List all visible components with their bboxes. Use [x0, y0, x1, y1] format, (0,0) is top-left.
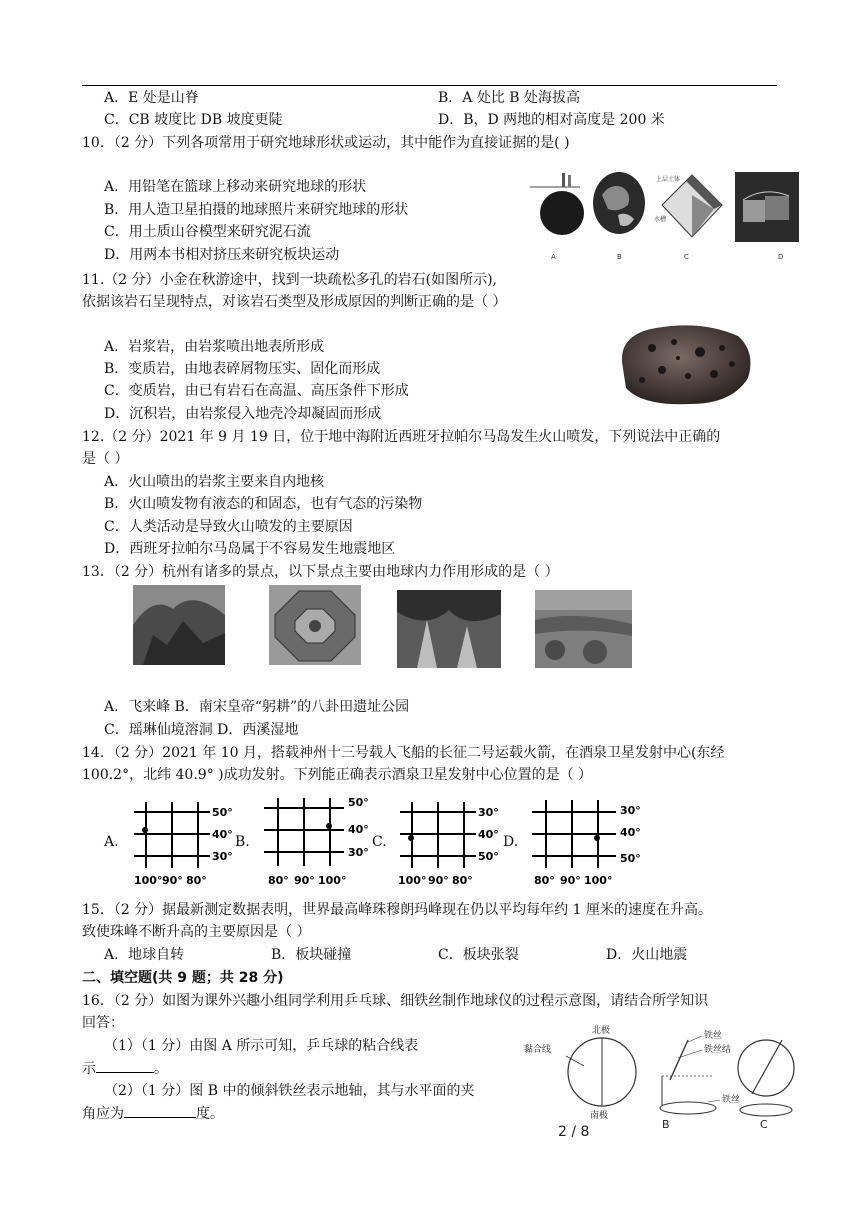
q14-grid-b-lat-2: 30° [348, 846, 369, 859]
q13-photo-d [535, 590, 632, 668]
q10-figure-c [652, 165, 730, 247]
q14-grid-d-lon-1: 90° [560, 874, 581, 887]
q16-blank-1[interactable] [96, 1058, 154, 1073]
q14-grid-d-lat-0: 30° [620, 804, 641, 817]
q15-option-c: C．板块张裂 [438, 947, 519, 963]
q14-grid-d-lat-2: 50° [620, 852, 641, 865]
q14-grid-d-lon-0: 80° [534, 874, 555, 887]
q14-stem-line1: 14．（2 分）2021 年 10 月，搭载神州十三号载人飞船的长征二号运载火箭，在酒泉卫星发射中心(东经 [82, 745, 725, 761]
q14-grid-c-lon-2: 80° [452, 874, 473, 887]
q14-grid-a-lon-1: 90° [162, 874, 183, 887]
q14-grid-a-lon-0: 100° [134, 874, 163, 887]
q14-grid-d-lon-2: 100° [584, 874, 613, 887]
q16-part1-line1: （1）（1 分）由图 A 所示可知，乒乓球的粘合线表 [104, 1038, 419, 1054]
q14-grid-b-lat-0: 50° [348, 796, 369, 809]
svg-text:水槽: 水槽 [654, 216, 667, 223]
q14-grid-d-point [594, 835, 600, 841]
q12-option-a: A．火山喷出的岩浆主要来自内地核 [104, 474, 325, 490]
q10-caption-a: A [551, 253, 556, 261]
q14-stem-line2: 100.2°，北纬 40.9° )成功发射。下列能正确表示酒泉卫星发射中心位置的是（ ） [82, 767, 593, 783]
q14-grid-c-lat-0: 30° [478, 806, 499, 819]
q12-option-b: B．火山喷发物有液态的和固态，也有气态的污染物 [104, 496, 423, 512]
q11-option-d: D．沉积岩，由岩浆侵入地壳冷却凝固而形成 [104, 406, 382, 422]
q10-option-c: C．用土质山谷模型来研究泥石流 [104, 224, 311, 240]
q10-option-d: D．用两本书相对挤压来研究板块运动 [104, 247, 340, 263]
q16-globe-figure [512, 1022, 802, 1130]
q11-option-b: B．变质岩，由地表碎屑物压实、固化而形成 [104, 361, 381, 377]
q12-option-d: D．西班牙拉帕尔马岛属于不容易发生地震地区 [104, 541, 396, 557]
q12-stem-line2: 是（ ） [82, 451, 129, 467]
q14-grid-c-point [408, 835, 414, 841]
q16-fig-north: 北极 [592, 1026, 611, 1036]
q14-grid-c-lon-0: 100° [398, 874, 427, 887]
q16-fig-seam: 黏合线 [524, 1045, 552, 1055]
q9-option-d: D．B，D 两地的相对高度是 200 米 [438, 112, 665, 128]
q14-grid-b-lon-0: 80° [268, 874, 289, 887]
q16-part2-line2: 角应为 度。 [82, 1103, 224, 1124]
q13-photo-b [269, 585, 361, 665]
q10-caption-b: B [617, 253, 622, 261]
q16-blank-2[interactable] [124, 1103, 196, 1118]
q10-option-b: B．用人造卫星拍摄的地球照片来研究地球的形状 [104, 202, 409, 218]
q16-fig-b-wire [670, 1040, 688, 1080]
q14-option-b-label: B. [235, 834, 250, 850]
q14-grid-a-lat-0: 50° [212, 806, 233, 819]
q15-option-d: D．火山地震 [606, 947, 688, 963]
q11-option-c: C．变质岩，由已有岩石在高温、高压条件下形成 [104, 383, 409, 399]
q15-stem-line2: 致使珠峰不断升高的主要原因是（ ） [82, 924, 311, 940]
q14-grid-c-lat-1: 40° [478, 828, 499, 841]
q14-grid-b-point [326, 823, 332, 829]
q16-part1-line2: 示 。 [82, 1058, 168, 1079]
q14-grid-a-point [142, 827, 148, 833]
q12-option-c: C．人类活动是导致火山喷发的主要原因 [104, 519, 353, 535]
q14-option-d-label: D. [503, 834, 519, 850]
q14-grid-d-lat-1: 40° [620, 826, 641, 839]
q11-stem-line1: 11.（2 分）小金在秋游途中，找到一块疏松多孔的岩石(如图所示), [82, 272, 497, 288]
q13-stem: 13．（2 分）杭州有诸多的景点，以下景点主要由地球内力作用形成的是（ ） [82, 564, 559, 580]
q16-fig-label-c: C [760, 1118, 768, 1130]
q10-figure-d [735, 172, 799, 242]
q11-option-a: A．岩浆岩，由岩浆喷出地表所形成 [104, 339, 325, 355]
q14-option-a-label: A. [104, 834, 119, 850]
q13-photo-c [397, 590, 501, 668]
q10-caption-c: C [684, 253, 689, 261]
q14-grid-b-lat-1: 40° [348, 823, 369, 836]
q16-stem-line1: 16．（2 分）如图为课外兴趣小组同学利用乒乓球、细铁丝制作地球仪的过程示意图，请结合所学知识 [82, 993, 709, 1009]
q16-fig-south: 南极 [590, 1111, 609, 1121]
q11-stem-line2: 依据该岩石呈现特点，对该岩石类型及形成原因的判断正确的是（ ） [82, 294, 507, 310]
q14-grid-c-lat-2: 50° [478, 850, 499, 863]
q11-rock-photo [612, 318, 758, 410]
q12-stem-line1: 12.（2 分）2021 年 9 月 19 日，位于地中海附近西班牙拉帕尔马岛发生火山喷发，下列说法中正确的 [82, 429, 721, 445]
q14-grid-b-lon-1: 90° [294, 874, 315, 887]
header-rule [82, 85, 777, 86]
q14-grid-a-lat-2: 30° [212, 850, 233, 863]
q14-grid-a-lon-2: 80° [186, 874, 207, 887]
q16-fig-wire: 铁丝 [704, 1031, 723, 1041]
page-number: 2 / 8 [558, 1124, 590, 1140]
svg-text:上层土体: 上层土体 [656, 176, 681, 183]
q16-fig-b-base [660, 1102, 716, 1114]
q14-grid-c-lon-1: 90° [428, 874, 449, 887]
q14-grid-c [394, 796, 504, 888]
q15-option-a: A．地球自转 [104, 947, 185, 963]
q14-grid-a-lat-1: 40° [212, 828, 233, 841]
q10-figure-a [522, 165, 584, 247]
q16-fig-knot: 铁丝结 [704, 1045, 732, 1055]
q10-caption-d: D [778, 253, 784, 261]
q9-option-b: B．A 处比 B 处海拔高 [438, 90, 581, 106]
q15-stem-line1: 15．（2 分）据最新测定数据表明，世界最高峰珠穆朗玛峰现在仍以平均每年约 1 厘米的速度在升高。 [82, 902, 712, 918]
q14-grid-b [258, 796, 370, 888]
q10-stem: 10．（2 分）下列各项常用于研究地球形状或运动，其中能作为直接证据的是( ) [82, 135, 570, 151]
q16-fig-wire2: 铁丝 [722, 1095, 741, 1105]
q14-grid-d [526, 796, 648, 888]
section-heading-fill-in: 二、填空题(共 9 题；共 28 分) [82, 970, 284, 986]
q14-option-c-label: C. [372, 834, 387, 850]
q9-option-a: A．E 处是山脊 [104, 90, 199, 106]
q13-options-ab: A．飞来峰 B．南宋皇帝“躬耕”的八卦田遗址公园 [104, 699, 410, 715]
q13-photo-a [133, 585, 225, 665]
q14-grid-b-lon-2: 100° [318, 874, 347, 887]
q13-options-cd: C．瑶琳仙境溶洞 D．西溪湿地 [104, 722, 299, 738]
q16-part2-line1: （2）（1 分）图 B 中的倾斜铁丝表示地轴，其与水平面的夹 [104, 1083, 475, 1099]
q15-option-b: B．板块碰撞 [271, 947, 352, 963]
q16-fig-label-b: B [662, 1118, 670, 1130]
q10-figure-b [588, 165, 650, 247]
q9-option-c: C．CB 坡度比 DB 坡度更陡 [104, 112, 283, 128]
q16-stem-line2: 回答： [82, 1015, 124, 1031]
q10-option-a: A．用铅笔在篮球上移动来研究地球的形状 [104, 179, 367, 195]
q14-grid-a [126, 796, 236, 888]
